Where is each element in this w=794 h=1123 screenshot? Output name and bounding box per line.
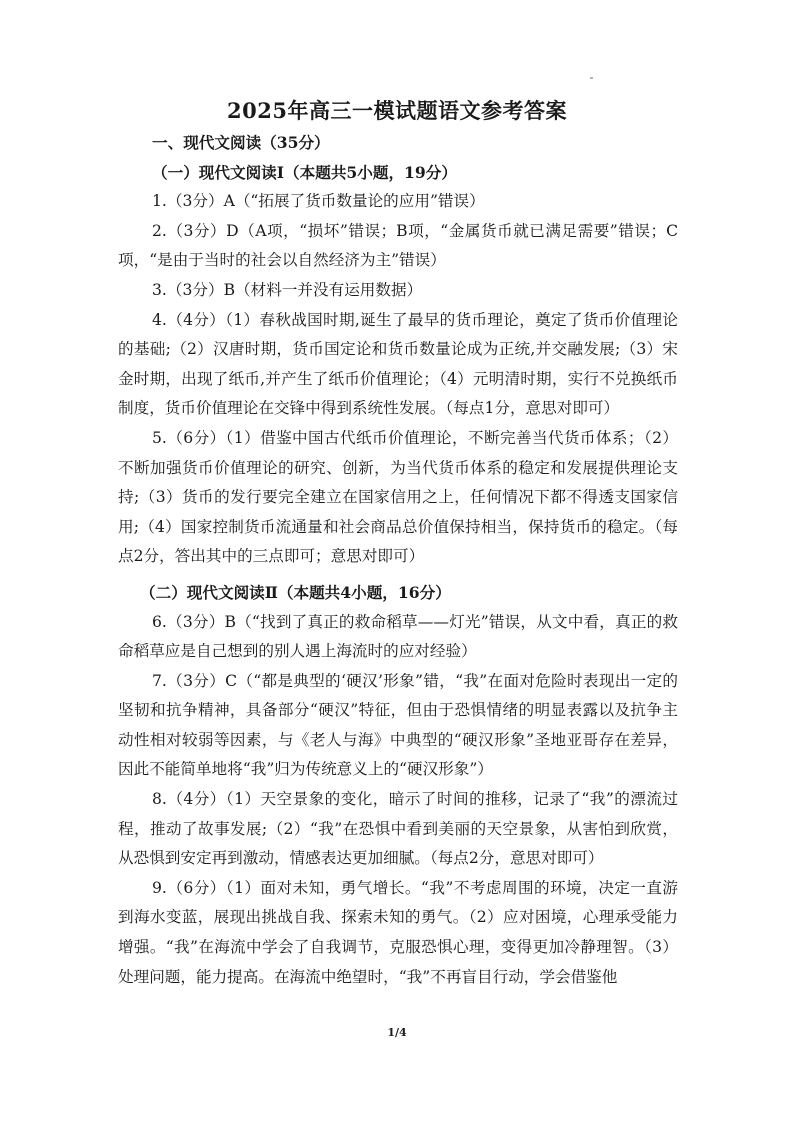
answer-item-4: 4.（4分）（1）春秋战国时期,诞生了最早的货币理论，奠定了货币价值理论的基础;（2）汉唐时期，货币国定论和货币数量论成为正统,并交融发展;（3）宋金时期，出现了纸币,并产生了纸币价值理论；（4）元明清时期，实行不兑换纸币制度，货币价值理论在交锋中得到系统性发展。（每点1分，意思对即可） (118, 310, 678, 418)
answer-item-5: 5.（6分）（1）借鉴中国古代纸币价值理论，不断完善当代货币体系；（2）不断加强货币价值理论的研究、创新，为当代货币体系的稳定和发展提供理论支持;（3）货币的发行要完全建立在国家信用之上，任何情况下都不得透支国家信用;（4）国家控制货币流通量和社会商品总价值保持相当，保持货币的稳定。（每点2分，答出其中的三点即可；意思对即可） (118, 428, 678, 566)
subsection-heading-2: （二）现代文阅读Ⅱ（本题共4小题，16分） (140, 582, 451, 602)
section-heading: 一、现代文阅读（35分） (152, 133, 330, 152)
subsection-heading-1: （一）现代文阅读Ⅰ（本题共5小题，19分） (152, 162, 457, 182)
answer-item-1: 1.（3分）A（“拓展了货币数量论的应用”错误） (152, 192, 485, 211)
page-title: 2025年高三一模试题语文参考答案 (227, 98, 567, 123)
answer-item-7: 7.（3分）C（“都是典型的‘硬汉’形象”错，“我”在面对危险时表现出一定的坚韧和抗争精神，具备部分“硬汉”特征，但由于恐惧情绪的明显表露以及抗争主动性相对较弱等因素，与《老人与海》中典型的“硬汉形象”圣地亚哥存在差异，因此不能简单地将“我”归为传统意义上的“硬汉形象”） (118, 671, 678, 779)
answer-item-8: 8.（4分）（1）天空景象的变化，暗示了时间的推移，记录了“我”的漂流过程，推动了故事发展;（2）“我”在恐惧中看到美丽的天空景象，从害怕到欣赏，从恐惧到安定再到激动，情感表达更加细腻。（每点2分，意思对即可） (118, 790, 678, 868)
answer-content (118, 128, 678, 992)
answer-item-2: 2.（3分）D（A项，“损坏”错误；B项，“金属货币就已满足需要”错误；C项，“是由于当时的社会以自然经济为主”错误） (118, 221, 678, 270)
answer-item-9: 9.（6分）（1）面对未知，勇气增长。“我”不考虑周围的环境，决定一直游到海水变蓝，展现出挑战自我、探索未知的勇气。（2）应对困境，心理承受能力增强。“我”在海流中学会了自我调节，克服恐惧心理，变得更加冷静理智。（3）处理问题，能力提高。在海流中绝望时，“我”不再盲目行动，学会借鉴他 (118, 878, 678, 986)
scan-speck (590, 77, 593, 79)
answer-item-6: 6.（3分）B（“找到了真正的救命稻草——灯光”错误，从文中看，真正的救命稻草应是自己想到的别人遇上海流时的应对经验） (118, 612, 678, 661)
answer-item-3: 3.（3分）B（材料一并没有运用数据） (152, 280, 423, 299)
page-number: 1/4 (387, 1026, 407, 1039)
